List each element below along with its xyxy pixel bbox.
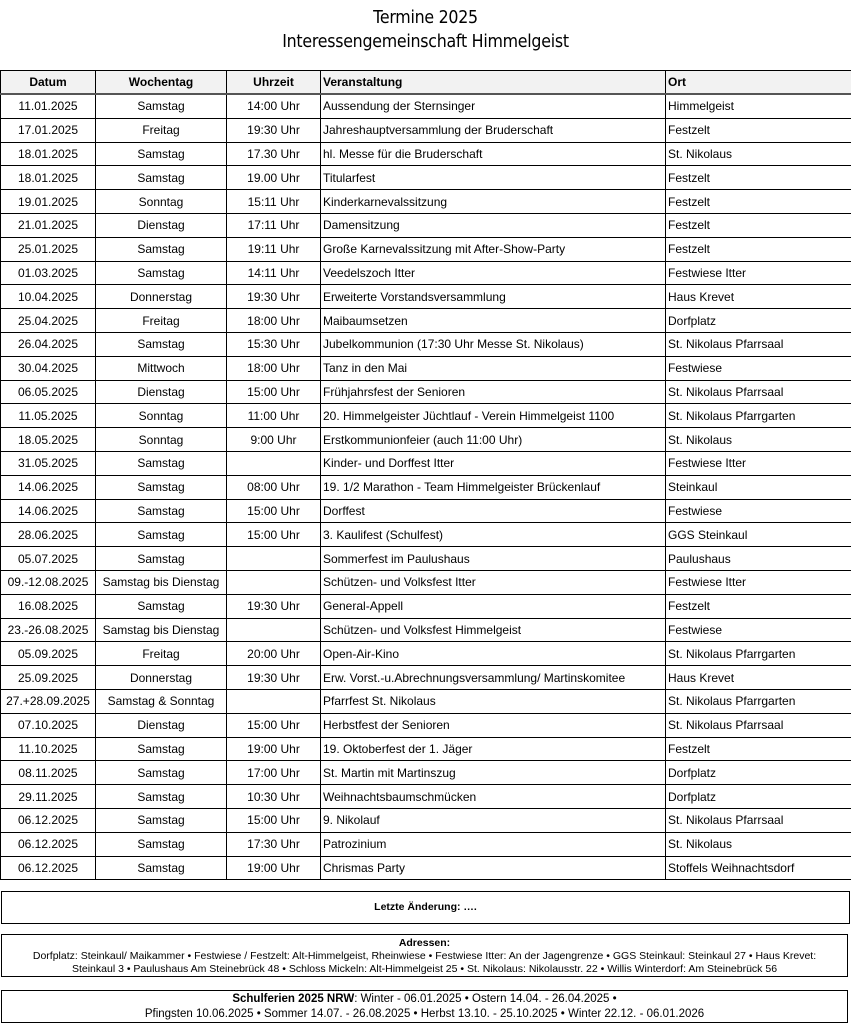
table-row	[1, 642, 851, 666]
cell-wochentag: Samstag	[96, 332, 227, 356]
cell-ort: Festwiese Itter	[666, 570, 851, 594]
cell-datum: 31.05.2025	[1, 451, 96, 475]
cell-veranstaltung: Maibaumsetzen	[321, 309, 666, 333]
table-row	[1, 856, 851, 880]
cell-ort: Stoffels Weihnachtsdorf	[666, 856, 851, 880]
cell-ort: St. Nikolaus Pfarrsaal	[666, 713, 851, 737]
cell-uhrzeit: 15:00 Uhr	[227, 380, 321, 404]
cell-ort: St. Nikolaus Pfarrgarten	[666, 404, 851, 428]
cell-uhrzeit: 18:00 Uhr	[227, 309, 321, 333]
cell-datum: 23.-26.08.2025	[1, 618, 96, 642]
last-change-text: Letzte Änderung: ….	[374, 901, 477, 913]
table-row	[1, 618, 851, 642]
cell-wochentag: Freitag	[96, 642, 227, 666]
cell-datum: 28.06.2025	[1, 523, 96, 547]
cell-datum: 10.04.2025	[1, 285, 96, 309]
cell-veranstaltung: Patrozinium	[321, 832, 666, 856]
cell-veranstaltung: St. Martin mit Martinszug	[321, 761, 666, 785]
addresses-heading: Adressen:	[398, 937, 451, 949]
table-row	[1, 451, 851, 475]
cell-veranstaltung: Herbstfest der Senioren	[321, 713, 666, 737]
cell-ort: Festwiese	[666, 499, 851, 523]
cell-veranstaltung: Frühjahrsfest der Senioren	[321, 380, 666, 404]
cell-wochentag: Samstag	[96, 475, 227, 499]
cell-ort: St. Nikolaus	[666, 428, 851, 452]
cell-veranstaltung: Erw. Vorst.-u.Abrechnungsversammlung/ Martinskomitee	[321, 666, 666, 690]
cell-ort: Festzelt	[666, 190, 851, 214]
last-change-box	[1, 891, 850, 924]
cell-ort: Festzelt	[666, 594, 851, 618]
cell-veranstaltung: Damensitzung	[321, 213, 666, 237]
table-header-row	[1, 71, 851, 95]
table-row	[1, 737, 851, 761]
cell-uhrzeit: 19:30 Uhr	[227, 285, 321, 309]
cell-veranstaltung: Weihnachtsbaumschmücken	[321, 785, 666, 809]
cell-datum: 19.01.2025	[1, 190, 96, 214]
cell-wochentag: Dienstag	[96, 380, 227, 404]
cell-ort: St. Nikolaus Pfarrgarten	[666, 689, 851, 713]
cell-wochentag: Samstag	[96, 856, 227, 880]
page-subtitle: Interessengemeinschaft Himmelgeist	[282, 31, 569, 52]
cell-uhrzeit: 20:00 Uhr	[227, 642, 321, 666]
table-row	[1, 190, 851, 214]
cell-datum: 27.+28.09.2025	[1, 689, 96, 713]
cell-datum: 18.01.2025	[1, 142, 96, 166]
column-header-uhrzeit: Uhrzeit	[227, 71, 321, 95]
cell-wochentag: Samstag	[96, 237, 227, 261]
table-row	[1, 570, 851, 594]
cell-uhrzeit: 11:00 Uhr	[227, 404, 321, 428]
cell-wochentag: Samstag	[96, 166, 227, 190]
cell-uhrzeit	[227, 570, 321, 594]
cell-uhrzeit: 18:00 Uhr	[227, 356, 321, 380]
cell-veranstaltung: 9. Nikolauf	[321, 808, 666, 832]
table-row	[1, 309, 851, 333]
cell-veranstaltung: Kinder- und Dorffest Itter	[321, 451, 666, 475]
cell-wochentag: Donnerstag	[96, 666, 227, 690]
cell-veranstaltung: Open-Air-Kino	[321, 642, 666, 666]
table-row	[1, 404, 851, 428]
events-table	[0, 70, 851, 880]
cell-datum: 26.04.2025	[1, 332, 96, 356]
table-row	[1, 785, 851, 809]
cell-veranstaltung: Veedelszoch Itter	[321, 261, 666, 285]
cell-ort: Festzelt	[666, 237, 851, 261]
cell-uhrzeit: 15:00 Uhr	[227, 499, 321, 523]
cell-veranstaltung: 20. Himmelgeister Jüchtlauf - Verein Himmelgeist 1100	[321, 404, 666, 428]
table-row	[1, 666, 851, 690]
cell-wochentag: Samstag bis Dienstag	[96, 570, 227, 594]
table-row	[1, 475, 851, 499]
cell-datum: 25.01.2025	[1, 237, 96, 261]
holidays-heading: Schulferien 2025 NRW	[232, 993, 355, 1005]
cell-wochentag: Samstag	[96, 451, 227, 475]
cell-datum: 01.03.2025	[1, 261, 96, 285]
cell-datum: 06.12.2025	[1, 808, 96, 832]
cell-veranstaltung: Große Karnevalssitzung mit After-Show-Party	[321, 237, 666, 261]
cell-datum: 09.-12.08.2025	[1, 570, 96, 594]
table-row	[1, 213, 851, 237]
cell-uhrzeit: 08:00 Uhr	[227, 475, 321, 499]
cell-uhrzeit: 15:00 Uhr	[227, 808, 321, 832]
cell-wochentag: Sonntag	[96, 190, 227, 214]
cell-veranstaltung: Jahreshauptversammlung der Bruderschaft	[321, 118, 666, 142]
cell-datum: 14.06.2025	[1, 499, 96, 523]
cell-ort: Festwiese	[666, 356, 851, 380]
table-row	[1, 832, 851, 856]
cell-uhrzeit: 19:11 Uhr	[227, 237, 321, 261]
cell-veranstaltung: Schützen- und Volksfest Itter	[321, 570, 666, 594]
cell-ort: Dorfplatz	[666, 761, 851, 785]
cell-ort: GGS Steinkaul	[666, 523, 851, 547]
cell-uhrzeit: 19:00 Uhr	[227, 856, 321, 880]
table-row	[1, 523, 851, 547]
cell-datum: 11.01.2025	[1, 94, 96, 118]
cell-uhrzeit: 17:00 Uhr	[227, 761, 321, 785]
cell-datum: 14.06.2025	[1, 475, 96, 499]
cell-uhrzeit: 9:00 Uhr	[227, 428, 321, 452]
cell-ort: St. Nikolaus	[666, 142, 851, 166]
cell-ort: Festzelt	[666, 118, 851, 142]
table-row	[1, 118, 851, 142]
cell-veranstaltung: 19. 1/2 Marathon - Team Himmelgeister Brückenlauf	[321, 475, 666, 499]
cell-datum: 25.09.2025	[1, 666, 96, 690]
cell-uhrzeit: 19.00 Uhr	[227, 166, 321, 190]
cell-datum: 18.01.2025	[1, 166, 96, 190]
cell-ort: Festwiese	[666, 618, 851, 642]
cell-veranstaltung: Erstkommunionfeier (auch 11:00 Uhr)	[321, 428, 666, 452]
table-row	[1, 332, 851, 356]
cell-veranstaltung: Pfarrfest St. Nikolaus	[321, 689, 666, 713]
cell-uhrzeit	[227, 451, 321, 475]
cell-datum: 16.08.2025	[1, 594, 96, 618]
column-header-datum: Datum	[1, 71, 96, 95]
table-row	[1, 499, 851, 523]
cell-veranstaltung: 19. Oktoberfest der 1. Jäger	[321, 737, 666, 761]
cell-uhrzeit: 15:00 Uhr	[227, 523, 321, 547]
holidays-line-1	[2, 992, 847, 1007]
cell-wochentag: Samstag & Sonntag	[96, 689, 227, 713]
cell-uhrzeit: 19:30 Uhr	[227, 118, 321, 142]
cell-wochentag: Samstag	[96, 523, 227, 547]
cell-ort: Festwiese Itter	[666, 451, 851, 475]
cell-ort: Haus Krevet	[666, 666, 851, 690]
cell-uhrzeit: 17.30 Uhr	[227, 142, 321, 166]
cell-datum: 06.05.2025	[1, 380, 96, 404]
cell-ort: Paulushaus	[666, 547, 851, 571]
cell-ort: Festwiese Itter	[666, 261, 851, 285]
table-row	[1, 689, 851, 713]
cell-uhrzeit	[227, 618, 321, 642]
cell-ort: Himmelgeist	[666, 94, 851, 118]
page-title: Termine 2025	[373, 7, 478, 28]
cell-veranstaltung: 3. Kaulifest (Schulfest)	[321, 523, 666, 547]
cell-ort: St. Nikolaus Pfarrsaal	[666, 380, 851, 404]
cell-wochentag: Samstag	[96, 785, 227, 809]
cell-wochentag: Samstag	[96, 737, 227, 761]
cell-datum: 08.11.2025	[1, 761, 96, 785]
table-row	[1, 380, 851, 404]
cell-wochentag: Dienstag	[96, 713, 227, 737]
cell-datum: 11.10.2025	[1, 737, 96, 761]
school-holidays-box	[1, 990, 848, 1023]
table-row	[1, 808, 851, 832]
addresses-box	[1, 934, 848, 977]
table-row	[1, 761, 851, 785]
cell-datum: 29.11.2025	[1, 785, 96, 809]
cell-datum: 05.07.2025	[1, 547, 96, 571]
cell-wochentag: Samstag	[96, 142, 227, 166]
cell-datum: 21.01.2025	[1, 213, 96, 237]
table-body	[1, 94, 851, 880]
cell-ort: Steinkaul	[666, 475, 851, 499]
cell-veranstaltung: Titularfest	[321, 166, 666, 190]
cell-wochentag: Samstag	[96, 261, 227, 285]
cell-uhrzeit: 14:00 Uhr	[227, 94, 321, 118]
cell-ort: St. Nikolaus Pfarrgarten	[666, 642, 851, 666]
cell-wochentag: Dienstag	[96, 213, 227, 237]
holidays-line-1-text: : Winter - 06.01.2025 • Ostern 14.04. - 26.04.2025 •	[354, 993, 617, 1005]
cell-uhrzeit: 14:11 Uhr	[227, 261, 321, 285]
cell-uhrzeit: 17:30 Uhr	[227, 832, 321, 856]
cell-uhrzeit	[227, 547, 321, 571]
cell-datum: 05.09.2025	[1, 642, 96, 666]
document-header	[0, 6, 851, 54]
table-row	[1, 142, 851, 166]
cell-ort: St. Nikolaus	[666, 832, 851, 856]
cell-wochentag: Samstag	[96, 832, 227, 856]
cell-datum: 18.05.2025	[1, 428, 96, 452]
cell-veranstaltung: Chrismas Party	[321, 856, 666, 880]
table-row	[1, 356, 851, 380]
cell-datum: 25.04.2025	[1, 309, 96, 333]
table-row	[1, 94, 851, 118]
cell-datum: 07.10.2025	[1, 713, 96, 737]
cell-wochentag: Samstag	[96, 499, 227, 523]
cell-veranstaltung: Kinderkarnevalssitzung	[321, 190, 666, 214]
cell-veranstaltung: Tanz in den Mai	[321, 356, 666, 380]
cell-uhrzeit	[227, 689, 321, 713]
cell-wochentag: Samstag bis Dienstag	[96, 618, 227, 642]
cell-datum: 11.05.2025	[1, 404, 96, 428]
table-row	[1, 547, 851, 571]
cell-wochentag: Samstag	[96, 547, 227, 571]
cell-uhrzeit: 19:00 Uhr	[227, 737, 321, 761]
table-row	[1, 261, 851, 285]
cell-ort: St. Nikolaus Pfarrsaal	[666, 808, 851, 832]
addresses-line-2: Steinkaul 3 • Paulushaus Am Steinebrück 48 • Schloss Mickeln: Alt-Himmelgeist 25 • St. Nikolaus: Nikolausstr. 22 • Willis Winterdorf: Am Steinebrück 56	[71, 963, 778, 975]
cell-veranstaltung: Aussendung der Sternsinger	[321, 94, 666, 118]
cell-veranstaltung: General-Appell	[321, 594, 666, 618]
holidays-line-2: Pfingsten 10.06.2025 • Sommer 14.07. - 26.08.2025 • Herbst 13.10. - 25.10.2025 • Winter 22.12. - 06.01.2026	[144, 1008, 705, 1020]
column-header-wochentag: Wochentag	[96, 71, 227, 95]
cell-uhrzeit: 15:11 Uhr	[227, 190, 321, 214]
cell-ort: Festzelt	[666, 737, 851, 761]
cell-uhrzeit: 19:30 Uhr	[227, 594, 321, 618]
cell-ort: Dorfplatz	[666, 309, 851, 333]
cell-ort: Festzelt	[666, 213, 851, 237]
cell-wochentag: Donnerstag	[96, 285, 227, 309]
cell-wochentag: Samstag	[96, 761, 227, 785]
cell-ort: Festzelt	[666, 166, 851, 190]
table-row	[1, 285, 851, 309]
cell-ort: Haus Krevet	[666, 285, 851, 309]
cell-uhrzeit: 15:30 Uhr	[227, 332, 321, 356]
cell-datum: 06.12.2025	[1, 856, 96, 880]
cell-datum: 06.12.2025	[1, 832, 96, 856]
cell-uhrzeit: 17:11 Uhr	[227, 213, 321, 237]
column-header-veranstaltung: Veranstaltung	[321, 71, 666, 95]
cell-veranstaltung: Sommerfest im Paulushaus	[321, 547, 666, 571]
cell-datum: 30.04.2025	[1, 356, 96, 380]
cell-wochentag: Freitag	[96, 309, 227, 333]
table-row	[1, 166, 851, 190]
table-row	[1, 428, 851, 452]
cell-wochentag: Freitag	[96, 118, 227, 142]
cell-uhrzeit: 15:00 Uhr	[227, 713, 321, 737]
cell-wochentag: Samstag	[96, 594, 227, 618]
cell-veranstaltung: Jubelkommunion (17:30 Uhr Messe St. Nikolaus)	[321, 332, 666, 356]
cell-uhrzeit: 19:30 Uhr	[227, 666, 321, 690]
cell-uhrzeit: 10:30 Uhr	[227, 785, 321, 809]
cell-wochentag: Sonntag	[96, 428, 227, 452]
addresses-line-1: Dorfplatz: Steinkaul/ Maikammer • Festwiese / Festzelt: Alt-Himmelgeist, Rheinwiese • Festwiese Itter: An der Jagengrenze • GGS Steinkaul: Steinkaul 27 • Haus Krevet:	[32, 950, 817, 962]
cell-wochentag: Samstag	[96, 808, 227, 832]
cell-ort: Dorfplatz	[666, 785, 851, 809]
cell-wochentag: Mittwoch	[96, 356, 227, 380]
table-row	[1, 594, 851, 618]
cell-ort: St. Nikolaus Pfarrsaal	[666, 332, 851, 356]
cell-wochentag: Sonntag	[96, 404, 227, 428]
table-row	[1, 237, 851, 261]
cell-datum: 17.01.2025	[1, 118, 96, 142]
column-header-ort: Ort	[666, 71, 851, 95]
cell-veranstaltung: hl. Messe für die Bruderschaft	[321, 142, 666, 166]
cell-veranstaltung: Dorffest	[321, 499, 666, 523]
cell-wochentag: Samstag	[96, 94, 227, 118]
cell-veranstaltung: Erweiterte Vorstandsversammlung	[321, 285, 666, 309]
cell-veranstaltung: Schützen- und Volksfest Himmelgeist	[321, 618, 666, 642]
table-row	[1, 713, 851, 737]
